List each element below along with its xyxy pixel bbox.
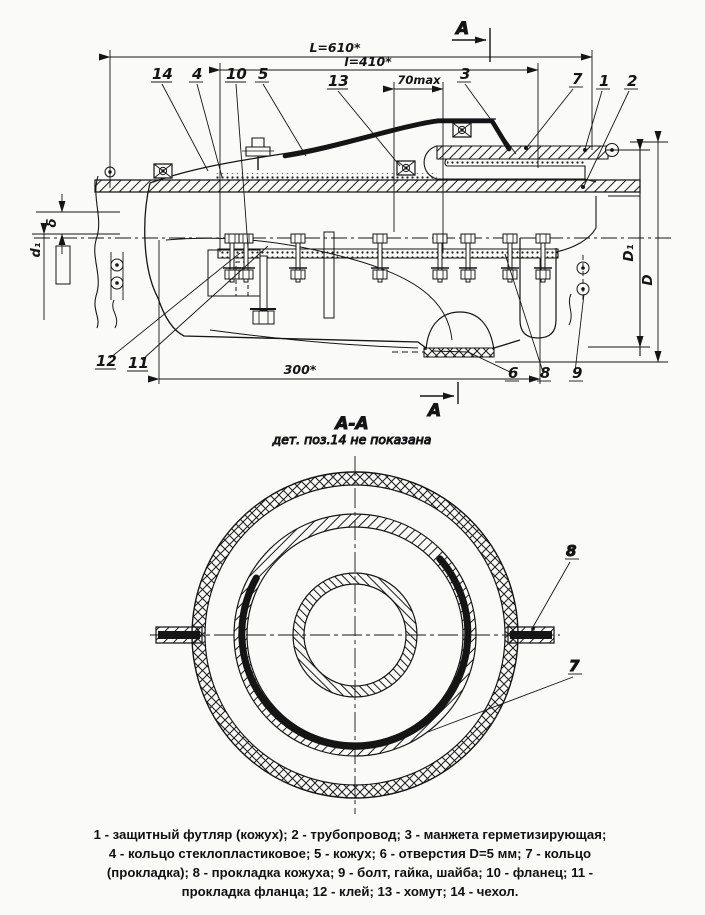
stub-left xyxy=(156,627,202,643)
dim-70max: 70max xyxy=(397,73,441,87)
legend xyxy=(94,827,607,899)
main-view xyxy=(29,19,672,421)
clamp-bolt-icon xyxy=(397,161,415,175)
hex-bolt xyxy=(242,138,274,170)
section-note: дет. поз.14 не показана xyxy=(272,432,432,447)
callout-7: 7 xyxy=(572,70,583,88)
callout-13: 13 xyxy=(328,72,349,90)
callout-6: 6 xyxy=(508,364,519,382)
legend-line-3: (прокладка); 8 - прокладка кожуха; 9 - болт, гайка, шайба; 10 - фланец; 11 - xyxy=(106,865,594,880)
dim-delta: δ xyxy=(45,218,60,228)
dim-300: 300* xyxy=(283,362,317,377)
pipe-left-break-line xyxy=(95,176,99,328)
section-callout-8: 8 xyxy=(566,542,577,560)
clamp-bolt-icon xyxy=(453,123,471,137)
section-letter-top: А xyxy=(456,19,470,39)
dim-D1: D₁ xyxy=(621,244,637,262)
callout-1: 1 xyxy=(599,72,610,90)
pipe-top-wall xyxy=(95,180,640,192)
dome-gasket-strip xyxy=(424,348,494,357)
dim-L: L=610* xyxy=(309,40,361,55)
callout-leaders xyxy=(95,82,638,381)
dim-D: D xyxy=(640,274,656,286)
left-bolt-bottom-dot xyxy=(116,282,119,285)
long-bolt xyxy=(250,256,276,324)
dim-d1: d₁ xyxy=(29,242,44,258)
sleeve-inner-dots xyxy=(447,160,585,165)
left-support xyxy=(56,246,70,284)
left-bolt-top-dot xyxy=(116,264,119,267)
section-callout-7: 7 xyxy=(569,657,580,675)
callout-8: 8 xyxy=(540,364,551,382)
sleeve-outer-band xyxy=(437,146,608,159)
flange-assembly xyxy=(56,232,589,328)
stub-right xyxy=(508,627,554,643)
dimension-labels xyxy=(29,40,656,377)
legend-line-1: 1 - защитный футляр (кожух); 2 - трубопровод; 3 - манжета герметизирующая; xyxy=(93,827,607,842)
dimensions xyxy=(32,50,668,384)
section-title: А-А xyxy=(335,414,369,434)
clamp-bolt-icon xyxy=(154,164,172,178)
callout-9: 9 xyxy=(572,364,583,382)
section-letter-bottom: А xyxy=(428,401,442,421)
legend-line-4: прокладка фланца; 12 - клей; 13 - хомут; 14 - чехол. xyxy=(181,884,519,899)
legend-line-2: 4 - кольцо стеклопластиковое; 5 - кожух; 6 - отверстия D=5 мм; 7 - кольцо xyxy=(108,846,592,861)
section-view xyxy=(150,414,582,814)
callout-11: 11 xyxy=(128,354,149,372)
dim-l: l=410* xyxy=(344,54,392,69)
callout-12: 12 xyxy=(96,352,117,370)
callout-4: 4 xyxy=(192,65,203,83)
right-squiggle xyxy=(569,294,571,325)
callout-14: 14 xyxy=(152,65,173,83)
callout-3: 3 xyxy=(460,65,471,83)
flange-gasket-band xyxy=(218,249,558,258)
casing-foot-curve xyxy=(556,196,596,252)
casing-bottom-outline xyxy=(145,183,520,348)
dome-bump xyxy=(426,312,494,350)
flange-plate-mid xyxy=(324,232,334,318)
callout-5: 5 xyxy=(258,65,269,83)
callout-2: 2 xyxy=(627,72,638,90)
callout-10: 10 xyxy=(226,65,247,83)
left-squiggle xyxy=(113,300,117,328)
